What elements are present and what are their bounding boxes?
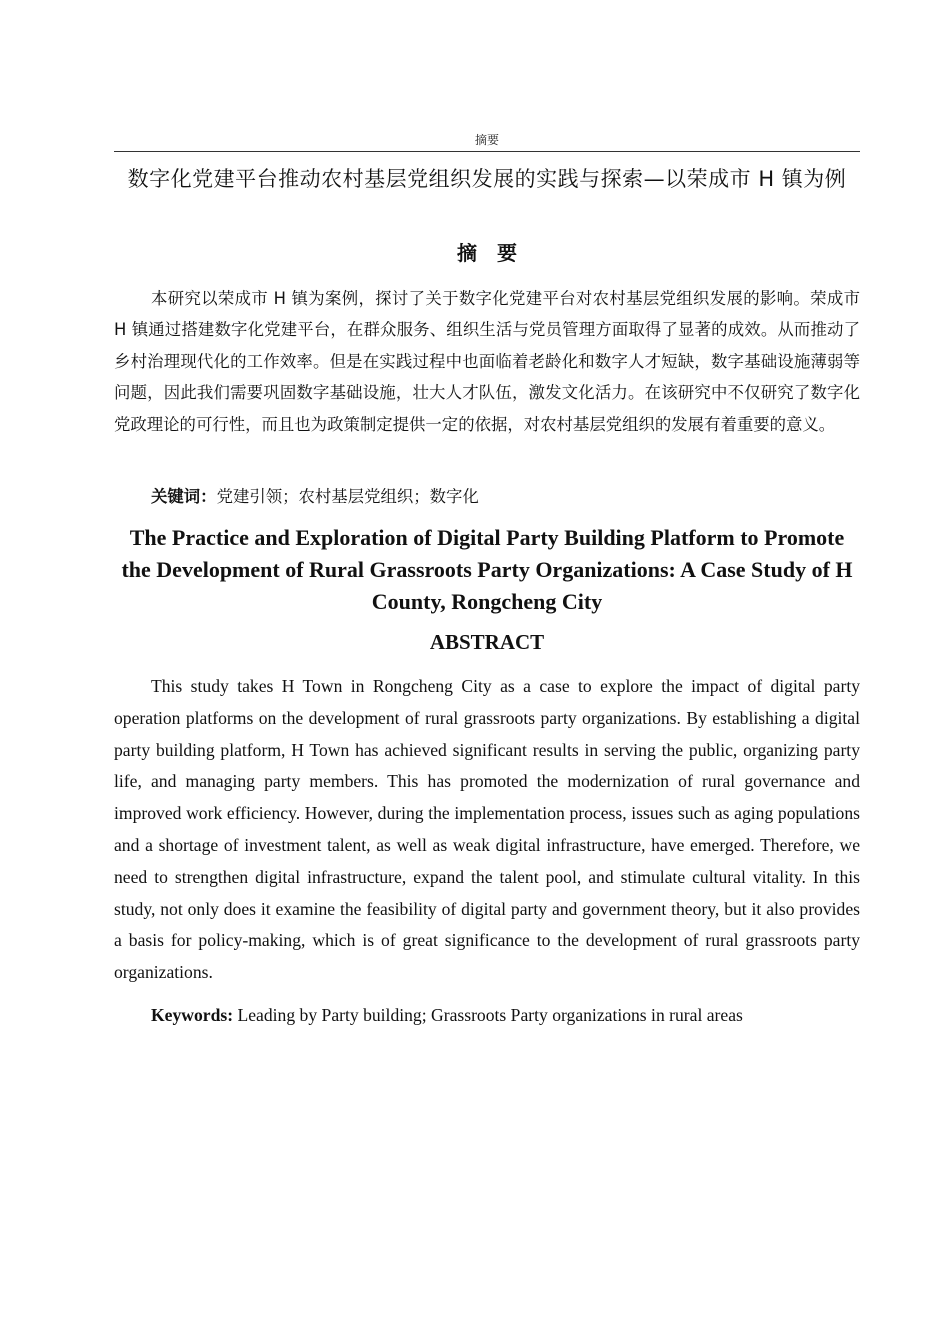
english-keywords-label: Keywords: [151,1005,234,1025]
chinese-title: 数字化党建平台推动农村基层党组织发展的实践与探索—以荣成市 H 镇为例 [127,167,847,191]
header-rule [114,151,860,152]
english-keywords [151,1000,743,1030]
running-header: 摘要 [474,133,499,147]
english-abstract-heading: ABSTRACT [429,630,545,654]
english-keywords-text: Leading by Party building; Grassroots Party organizations in rural areas [237,1005,743,1025]
chinese-keywords [151,483,479,511]
chinese-abstract-heading: 摘要 [457,241,537,265]
english-abstract-body: This study takes H Town in Rongcheng City as a case to explore the impact of digital party operation platforms on the development of rural grassroots party organizations. By establishing a digital party building platform, H Town has achieved significant results in serving the public, organizing party life, and managing party members. This has promoted the modernization of rural governance and improved work efficiency. However, during the implementation process, issues such as aging populations and a shortage of investment talent, as well as weak digital infrastructure, have emerged. Therefore, we need to strengthen digital infrastructure, expand the talent pool, and stimulate cultural vitality. In this study, not only does it examine the feasibility of digital party and government theory, but it also provides a basis for policy-making, which is of great significance to the development of rural grassroots party organizations. [114,676,860,983]
chinese-keywords-label: 关键词： [151,487,217,506]
chinese-abstract-body: 本研究以荣成市 H 镇为案例，探讨了关于数字化党建平台对农村基层党组织发展的影响。荣成市 H 镇通过搭建数字化党建平台，在群众服务、组织生活与党员管理方面取得了显著的成效。从而推动了乡村治理现代化的工作效率。但是在实践过程中也面临着老龄化和数字人才短缺，数字基础设施薄弱等问题，因此我们需要巩固数字基础设施，壮大人才队伍，激发文化活力。在该研究中不仅研究了数字化党政理论的可行性，而且也为政策制定提供一定的依据，对农村基层党组织的发展有着重要的意义。 [114,289,860,434]
chinese-keywords-text: 党建引领；农村基层党组织；数字化 [216,487,479,506]
english-title: The Practice and Exploration of Digital Party Building Platform to Promote the Development of Rural Grassroots Party Organizations: A Case Study of H County, Rongcheng City [121,525,853,614]
